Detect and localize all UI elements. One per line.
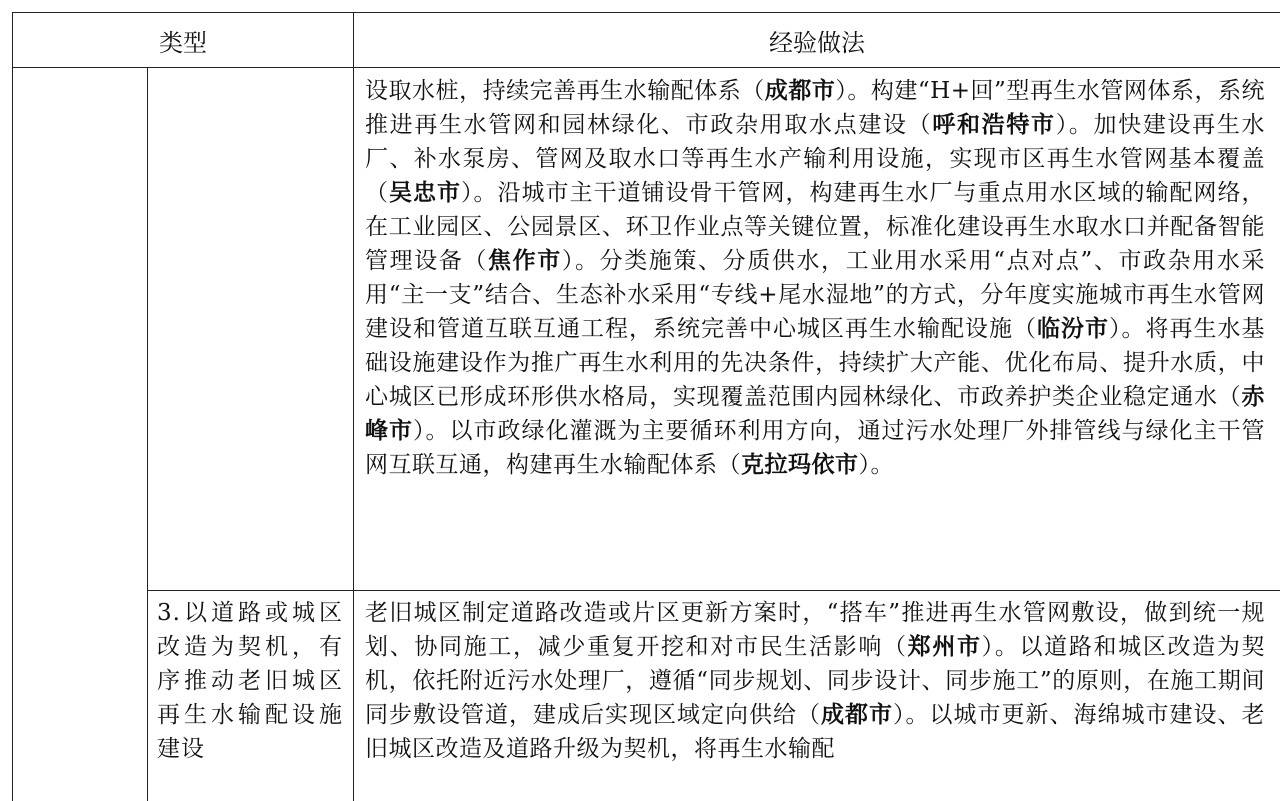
city-name: 成都市	[821, 702, 893, 728]
practice-text: ）。以城市更新、海绵城市建设、老旧城区改造及道路升级为契机，将再生水输配	[365, 702, 1265, 762]
practice-column-border	[353, 12, 354, 801]
practice-text: ）。沿城市主干道铺设骨干管网，构建再生水厂与重点用水区域的输配网络，在工业园区、公园景区、环卫作业点等关键位置，标准化建设再生水取水口并配备智能管理设备（	[365, 180, 1265, 274]
type-sub-column-border	[147, 67, 148, 801]
header-practice: 经验做法	[769, 28, 865, 57]
city-name: 赤峰市	[365, 384, 1265, 444]
practice-text: 老旧城区制定道路改造或片区更新方案时，“搭车”推进再生水管网敷设，做到统一规划、协同施工，减少重复开挖和对市民生活影响（	[365, 600, 1265, 660]
practice-text: ）。以道路和城区改造为契机，依托附近污水处理厂，遵循“同步规划、同步设计、同步施工”的原则，在施工期间同步敷设管道，建成后实现区域定向供给（	[365, 634, 1266, 728]
practice-text: ）。	[858, 452, 894, 478]
table-left-border	[12, 12, 13, 801]
row-divider	[147, 590, 1280, 591]
header-type: 类型	[159, 28, 207, 57]
city-name: 焦作市	[488, 248, 562, 274]
row2-type-cell: 3.以道路或城区改造为契机，有序推动老旧城区再生水输配设施建设	[157, 600, 343, 762]
practice-text: 设取水桩，持续完善再生水输配体系（	[365, 78, 765, 104]
city-name: 成都市	[764, 78, 836, 104]
city-name: 吴忠市	[389, 180, 461, 206]
city-name: 郑州市	[907, 634, 982, 660]
row1-practice-cell	[365, 74, 1265, 482]
practice-text: ）。以市政绿化灌溉为主要循环利用方向，通过污水处理厂外排管线与绿化主干管网互联互通，构建再生水输配体系（	[365, 418, 1265, 478]
practice-text: ）。分类施策、分质供水，工业用水采用“点对点”、市政杂用水采用“主一支”结合、生态补水采用“专线+尾水湿地”的方式，分年度实施城市再生水管网建设和管道互联互通工程，系统完善中心城区再生水输配设施（	[365, 248, 1266, 342]
city-name: 克拉玛依市	[741, 452, 859, 478]
practice-text: ）。构建“H+回”型再生水管网体系，系统推进再生水管网和园林绿化、市政杂用取水点建设（	[365, 78, 1265, 138]
practice-text: ）。加快建设再生水厂、补水泵房、管网及取水口等再生水产输利用设施，实现市区再生水管网基本覆盖（	[365, 112, 1266, 206]
practice-text: ）。将再生水基础设施建设作为推广再生水利用的先决条件，持续扩大产能、优化布局、提升水质，中心城区已形成环形供水格局，实现覆盖范围内园林绿化、市政养护类企业稳定通水（	[365, 316, 1265, 410]
city-name: 呼和浩特市	[932, 112, 1056, 138]
header-bottom-border	[12, 67, 1280, 68]
city-name: 临汾市	[1037, 316, 1109, 342]
row2-practice-cell	[365, 596, 1265, 766]
